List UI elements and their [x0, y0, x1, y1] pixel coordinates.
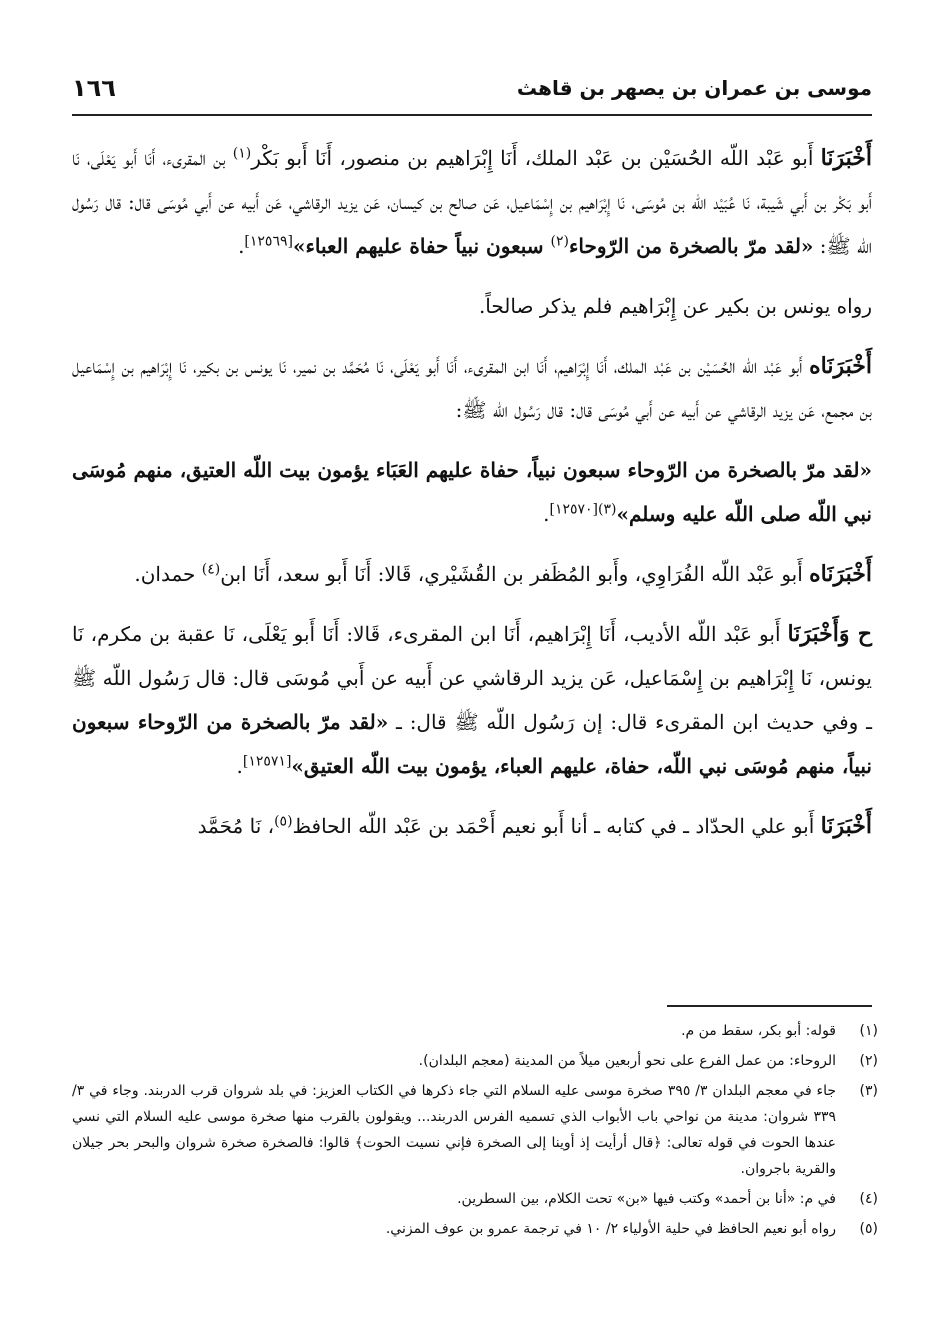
text-segment: ، نَا مُحَمَّد [197, 814, 275, 838]
footnote-text: رواه أبو نعيم الحافظ في حلية الأولياء ٢/ ١٠ في ترجمة عمرو بن عوف المزني. [385, 1221, 836, 1237]
page-header [72, 62, 872, 116]
narration-keyword: أَخْبَرَنَا [820, 145, 872, 171]
footnote [72, 1078, 878, 1182]
reference-marker: [١٢٥٦٩] [244, 233, 293, 250]
reference-marker: (٤) [201, 561, 221, 578]
footnote-number: (٤) [859, 1191, 878, 1207]
footnote-number: (٥) [859, 1221, 878, 1237]
running-title: موسى بن عمران بن يصهر بن قاهث [516, 76, 872, 100]
paragraph [72, 344, 872, 432]
footnote [72, 1186, 878, 1212]
text-segment: أَبو عَبْد اللّه الحُسَيْن بن عَبْد الملك، أَنَا إِبْرَاهيم، أَنَا ابن المقرىء، أَنَا أَبو يَعْلَى، نَا مُحَمَّد بن نمير، نَا يونس بن بكير، نَا إِبْرَاهيم بن إِسْمَاعيل بن مجمع، عَن يزيد الرقاشي عن أَبيه عن أَبي مُوسَى قال: قال رَسُول اللّه ﷺ: [72, 354, 872, 422]
text-segment: . [238, 234, 245, 258]
text-segment: . [236, 754, 243, 778]
text-segment: . [543, 502, 550, 526]
footnote-text: قوله: أبو بكر، سقط من م. [681, 1023, 836, 1039]
text-segment: أَبو عَبْد اللّه الفُرَاوِي، وأَبو المُظَفر بن القُشَيْري، قَالا: أَنَا أَبو سعد، أَنَا ابن [220, 562, 810, 586]
page-number: ١٦٦ [72, 74, 116, 102]
footnote-separator [667, 1005, 872, 1007]
footnote-text: الروحاء: من عمل الفرع على نحو أربعين ميلاً من المدينة (معجم البلدان). [418, 1053, 836, 1069]
reference-marker: (٥) [274, 813, 293, 830]
paragraph [72, 612, 872, 788]
text-segment: حمدان. [134, 562, 202, 586]
reference-marker: (٢) [550, 233, 569, 250]
footnote-number: (١) [859, 1023, 878, 1039]
text-segment: أَبو علي الحدّاد ـ في كتابه ـ أنا أَبو نعيم أَحْمَد بن عَبْد اللّه الحافظ [292, 814, 821, 838]
footnote [72, 1018, 878, 1044]
hadith-text: «لقد مرّ بالصخرة من الرّوحاء سبعون نبياً، حفاة عليهم العَبَاء يؤمون بيت اللّه العتيق، منهم مُوسَى نبي اللّه صلى اللّه عليه وسلم» [72, 458, 872, 526]
paragraph [72, 284, 872, 328]
text-segment: بن المقرىء، أَنَا أَبو يَعْلَى، نَا أَبو بَكْر بن أَبي شَيبة، نَا عُبَيْد اللّه بن مُوسَى، نَا إِبْرَاهيم بن إِسْمَاعيل، عَن صالح بن كيسان، عَن يزيد الرقاشي، عَن أَبيه عن أَبي مُوسَى قال: قال رَسُول اللّه ﷺ: [72, 146, 872, 258]
footnote [72, 1048, 878, 1074]
reference-marker: [١٢٥٧٠] [549, 501, 599, 518]
reference-marker: (٣) [598, 501, 617, 518]
hadith-text: «لقد مرّ بالصخرة من الرّوحاء [568, 234, 814, 258]
footnote [72, 1216, 878, 1242]
text-segment: أَبو عَبْد اللّه الحُسَيْن بن عَبْد الملك، أَنَا إِبْرَاهيم بن منصور، أَنَا أَبو بَكْر [251, 146, 821, 170]
main-text [72, 136, 872, 864]
footnote-number: (٣) [859, 1083, 878, 1099]
reference-marker: (١) [232, 145, 252, 162]
paragraph [72, 448, 872, 536]
hadith-text: «لقد مرّ بالصخرة من الرّوحاء سبعون نبياً، منهم مُوسَى نبي اللّه، حفاة، عليهم العباء، يؤمون بيت اللّه العتيق» [72, 710, 872, 778]
footnote-text: جاء في معجم البلدان ٣/ ٣٩٥ صخرة موسى عليه السلام التي جاء ذكرها في الكتاب العزيز: في بلد شروان قرب الدربند. وجاء في ٣/ ٣٣٩ شروان: مدينة من نواحي باب الأبواب الذي تسميه الفرس الدربند... ويقولون بالقرب منها صخرة موسى عليه السلام التي نسي عندها الحوت في قوله تعالى: ﴿قال أرأيت إذ أوينا إلى الصخرة فإني نسيت الحوت﴾ قالوا: فالصخرة صخرة شروان والبحر بحر جيلان والقرية باجروان. [72, 1083, 836, 1177]
hadith-text: سبعون نبياً حفاة عليهم العباء» [292, 234, 551, 258]
narration-keyword: ح وَأَخْبَرَنَا [787, 621, 872, 647]
reference-marker: [١٢٥٧١] [242, 753, 292, 770]
text-segment: أَبو عَبْد اللّه الأديب، أَنَا إِبْرَاهيم، أَنَا ابن المقرىء، قَالا: أَنَا أَبو يَعْلَى، نَا عقبة بن مكرم، نَا يونس، نَا إِبْرَاهيم بن إِسْمَاعيل، عَن يزيد الرقاشي عن أَبيه عن أَبي مُوسَى قال: قال رَسُول اللّه ﷺ ـ وفي حديث ابن المقرىء قال: إن رَسُول اللّه ﷺ قال: ـ [72, 622, 872, 734]
narration-keyword: أَخْبَرَنَاه [809, 353, 872, 379]
narration-keyword: أَخْبَرَنَاه [809, 561, 872, 587]
narration-keyword: أَخْبَرَنَا [820, 813, 872, 839]
footnotes [72, 1018, 878, 1246]
paragraph [72, 804, 872, 848]
footnote-text: في م: «أنا بن أحمد» وكتب فيها «بن» تحت الكلام، بين السطرين. [457, 1191, 836, 1207]
text-segment: رواه يونس بن بكير عن إِبْرَاهيم فلم يذكر صالحاً. [478, 294, 872, 318]
footnote-number: (٢) [859, 1053, 878, 1069]
paragraph [72, 136, 872, 268]
paragraph [72, 552, 872, 596]
